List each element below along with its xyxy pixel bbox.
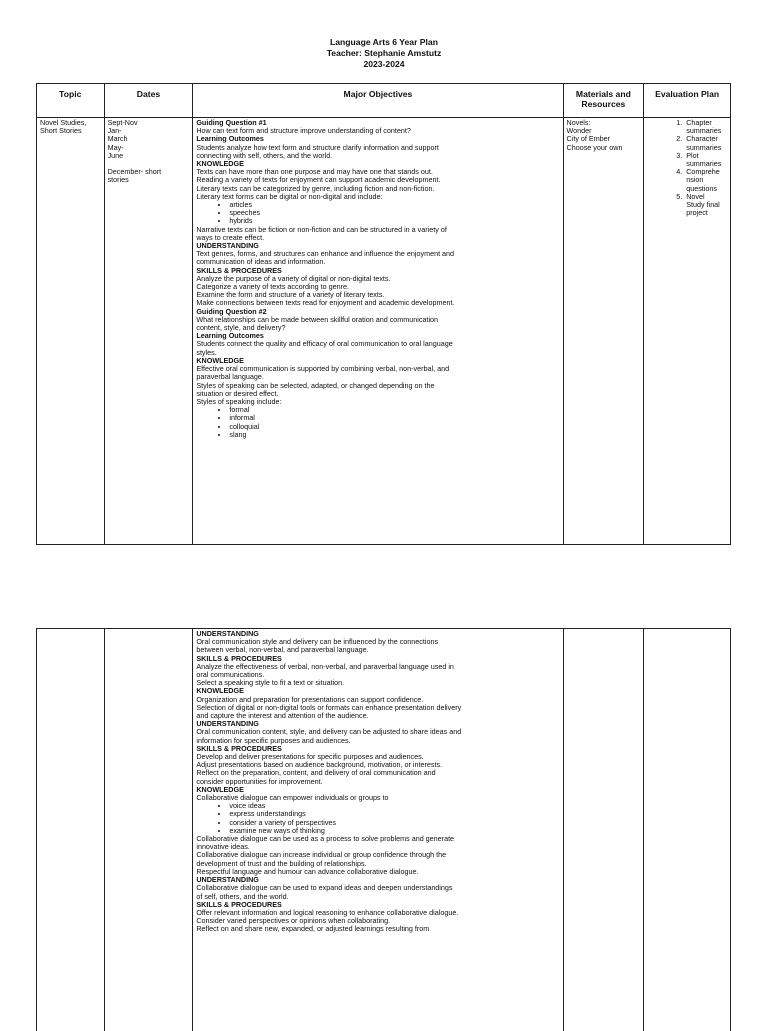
evaluation-item: [684, 152, 727, 168]
objectives-cell: [193, 118, 563, 545]
date-line: Jan-: [108, 127, 190, 135]
objective-line: content, style, and delivery?: [196, 324, 559, 332]
objective-line: Reading a variety of texts for enjoyment can support academic development.: [196, 176, 559, 184]
section-heading: UNDERSTANDING: [196, 876, 559, 884]
objective-line: Effective oral communication is supported by combining verbal, non-verbal, and: [196, 365, 559, 373]
objective-line: Collaborative dialogue can increase individual or group confidence through the: [196, 851, 559, 859]
list-item: • slang: [229, 431, 559, 439]
objective-line: Reflect on and share new, expanded, or adjusted learnings resulting from: [196, 925, 559, 933]
section-heading: UNDERSTANDING: [196, 242, 559, 250]
materials-cell: [563, 118, 644, 545]
date-line: stories: [108, 176, 190, 184]
objective-line: Develop and deliver presentations for specific purposes and audiences.: [196, 753, 559, 761]
teacher-name: Teacher: Stephanie Amstutz: [0, 48, 768, 59]
section-heading: SKILLS & PROCEDURES: [196, 267, 559, 275]
section-heading: KNOWLEDGE: [196, 357, 559, 365]
section-heading: KNOWLEDGE: [196, 687, 559, 695]
document-title: Language Arts 6 Year Plan: [0, 37, 768, 48]
objective-line: Text genres, forms, and structures can enhance and influence the enjoyment and: [196, 250, 559, 258]
material-line: Wonder: [567, 127, 641, 135]
material-line: City of Ember: [567, 135, 641, 143]
objective-line: Analyze the effectiveness of verbal, non-verbal, and paraverbal language used in: [196, 663, 559, 671]
objective-line: Narrative texts can be fiction or non-fiction and can be structured in a variety of: [196, 226, 559, 234]
objective-line: oral communications.: [196, 671, 559, 679]
table-header-row: [37, 84, 731, 118]
objective-line: Students analyze how text form and structure clarify information and support: [196, 144, 559, 152]
topic-line: Novel Studies,: [40, 119, 101, 127]
objective-line: Adjust presentations based on audience background, motivation, or interests.: [196, 761, 559, 769]
objective-line: consider opportunities for improvement.: [196, 778, 559, 786]
topic-line: Short Stories: [40, 127, 101, 135]
evaluation-cell: [644, 118, 731, 545]
objective-line: Literary text forms can be digital or non-digital and include:: [196, 193, 559, 201]
year-plan-table-continued: [36, 628, 731, 1031]
objective-line: Collaborative dialogue can empower individuals or groups to: [196, 794, 559, 802]
date-line: June: [108, 152, 190, 160]
evaluation-line: nsion: [686, 176, 727, 184]
material-line: Novels:: [567, 119, 641, 127]
objective-line: paraverbal language.: [196, 373, 559, 381]
objective-line: Oral communication content, style, and delivery can be adjusted to share ideas and: [196, 728, 559, 736]
evaluation-line: Study final: [686, 201, 727, 209]
evaluation-cell: [644, 629, 731, 1031]
evaluation-line: 1. Chapter: [686, 119, 727, 127]
evaluation-line: summaries: [686, 160, 727, 168]
objective-line: Styles of speaking can be selected, adapted, or changed depending on the: [196, 382, 559, 390]
section-heading: Learning Outcomes: [196, 332, 559, 340]
objective-line: What relationships can be made between skillful oration and communication: [196, 316, 559, 324]
section-heading: Guiding Question #1: [196, 119, 559, 127]
objective-line: Reflect on the preparation, content, and delivery of oral communication and: [196, 769, 559, 777]
evaluation-line: summaries: [686, 144, 727, 152]
evaluation-line: 4. Comprehe: [686, 168, 727, 176]
date-line: March: [108, 135, 190, 143]
dates-cell: [104, 629, 193, 1031]
list-item: • voice ideas: [229, 802, 559, 810]
list-item: • hybrids: [229, 217, 559, 225]
objective-line: situation or desired effect.: [196, 390, 559, 398]
section-heading: Learning Outcomes: [196, 135, 559, 143]
objective-line: information for specific purposes and audiences.: [196, 737, 559, 745]
topic-cell: [37, 118, 105, 545]
header-materials: Materials and Resources: [563, 84, 644, 118]
evaluation-item: [684, 193, 727, 218]
list-item: • formal: [229, 406, 559, 414]
header-evaluation: Evaluation Plan: [644, 84, 731, 118]
evaluation-line: 2. Character: [686, 135, 727, 143]
header-dates: Dates: [104, 84, 193, 118]
year-plan-table: [36, 83, 731, 545]
section-heading: Guiding Question #2: [196, 308, 559, 316]
objective-line: Collaborative dialogue can be used to expand ideas and deepen understandings: [196, 884, 559, 892]
date-line: Sept-Nov: [108, 119, 190, 127]
topic-cell: [37, 629, 105, 1031]
objective-line: Organization and preparation for presentations can support confidence.: [196, 696, 559, 704]
section-heading: KNOWLEDGE: [196, 786, 559, 794]
list-item: • express understandings: [229, 810, 559, 818]
table-row: [37, 629, 731, 1031]
objective-line: communication of ideas and information.: [196, 258, 559, 266]
bullet-list: [196, 201, 559, 226]
section-heading: UNDERSTANDING: [196, 720, 559, 728]
objective-line: Selection of digital or non-digital tools or formats can enhance presentation delivery: [196, 704, 559, 712]
objective-line: and capture the interest and attention of the audience.: [196, 712, 559, 720]
objective-line: Texts can have more than one purpose and may have one that stands out.: [196, 168, 559, 176]
objective-line: innovative ideas.: [196, 843, 559, 851]
objective-line: Analyze the purpose of a variety of digital or non-digital texts.: [196, 275, 559, 283]
table-row: [37, 118, 731, 545]
evaluation-item: [684, 119, 727, 135]
objective-line: Respectful language and humour can advance collaborative dialogue.: [196, 868, 559, 876]
objective-line: ways to create effect.: [196, 234, 559, 242]
list-item: • examine new ways of thinking: [229, 827, 559, 835]
section-heading: SKILLS & PROCEDURES: [196, 901, 559, 909]
document-header: [0, 37, 768, 70]
evaluation-item: [684, 135, 727, 151]
date-line: May-: [108, 144, 190, 152]
dates-cell: [104, 118, 193, 545]
objective-line: Students connect the quality and efficacy of oral communication to oral language: [196, 340, 559, 348]
objective-line: styles.: [196, 349, 559, 357]
objectives-cell: [193, 629, 563, 1031]
objective-line: of self, others, and the world.: [196, 893, 559, 901]
list-item: • informal: [229, 414, 559, 422]
evaluation-line: summaries: [686, 127, 727, 135]
list-item: • consider a variety of perspectives: [229, 819, 559, 827]
bullet-list: [196, 802, 559, 835]
list-item: • colloquial: [229, 423, 559, 431]
materials-cell: [563, 629, 644, 1031]
objective-line: Consider varied perspectives or opinions when collaborating.: [196, 917, 559, 925]
list-item: • articles: [229, 201, 559, 209]
objective-line: Styles of speaking include:: [196, 398, 559, 406]
section-heading: UNDERSTANDING: [196, 630, 559, 638]
objective-line: Make connections between texts read for enjoyment and academic development.: [196, 299, 559, 307]
list-item: • speeches: [229, 209, 559, 217]
objective-line: How can text form and structure improve understanding of content?: [196, 127, 559, 135]
objective-line: Categorize a variety of texts according to genre.: [196, 283, 559, 291]
objective-line: development of trust and the building of relationships.: [196, 860, 559, 868]
objective-line: connecting with self, others, and the world.: [196, 152, 559, 160]
section-heading: SKILLS & PROCEDURES: [196, 745, 559, 753]
objective-line: Examine the form and structure of a variety of literary texts.: [196, 291, 559, 299]
evaluation-line: questions: [686, 185, 727, 193]
evaluation-line: 3. Plot: [686, 152, 727, 160]
evaluation-line: 5. Novel: [686, 193, 727, 201]
school-year: 2023-2024: [0, 59, 768, 70]
section-heading: KNOWLEDGE: [196, 160, 559, 168]
evaluation-list: [647, 119, 727, 217]
header-topic: Topic: [37, 84, 105, 118]
objective-line: Literary texts can be categorized by genre, including fiction and non-fiction.: [196, 185, 559, 193]
objective-line: Collaborative dialogue can be used as a process to solve problems and generate: [196, 835, 559, 843]
header-major-objectives: Major Objectives: [193, 84, 563, 118]
bullet-list: [196, 406, 559, 439]
evaluation-item: [684, 168, 727, 193]
date-line: December- short: [108, 168, 190, 176]
objective-line: Oral communication style and delivery can be influenced by the connections: [196, 638, 559, 646]
objective-line: Select a speaking style to fit a text or situation.: [196, 679, 559, 687]
objective-line: between verbal, non-verbal, and paraverbal language.: [196, 646, 559, 654]
material-line: Choose your own: [567, 144, 641, 152]
section-heading: SKILLS & PROCEDURES: [196, 655, 559, 663]
objective-line: Offer relevant information and logical reasoning to enhance collaborative dialogue.: [196, 909, 559, 917]
evaluation-line: project: [686, 209, 727, 217]
